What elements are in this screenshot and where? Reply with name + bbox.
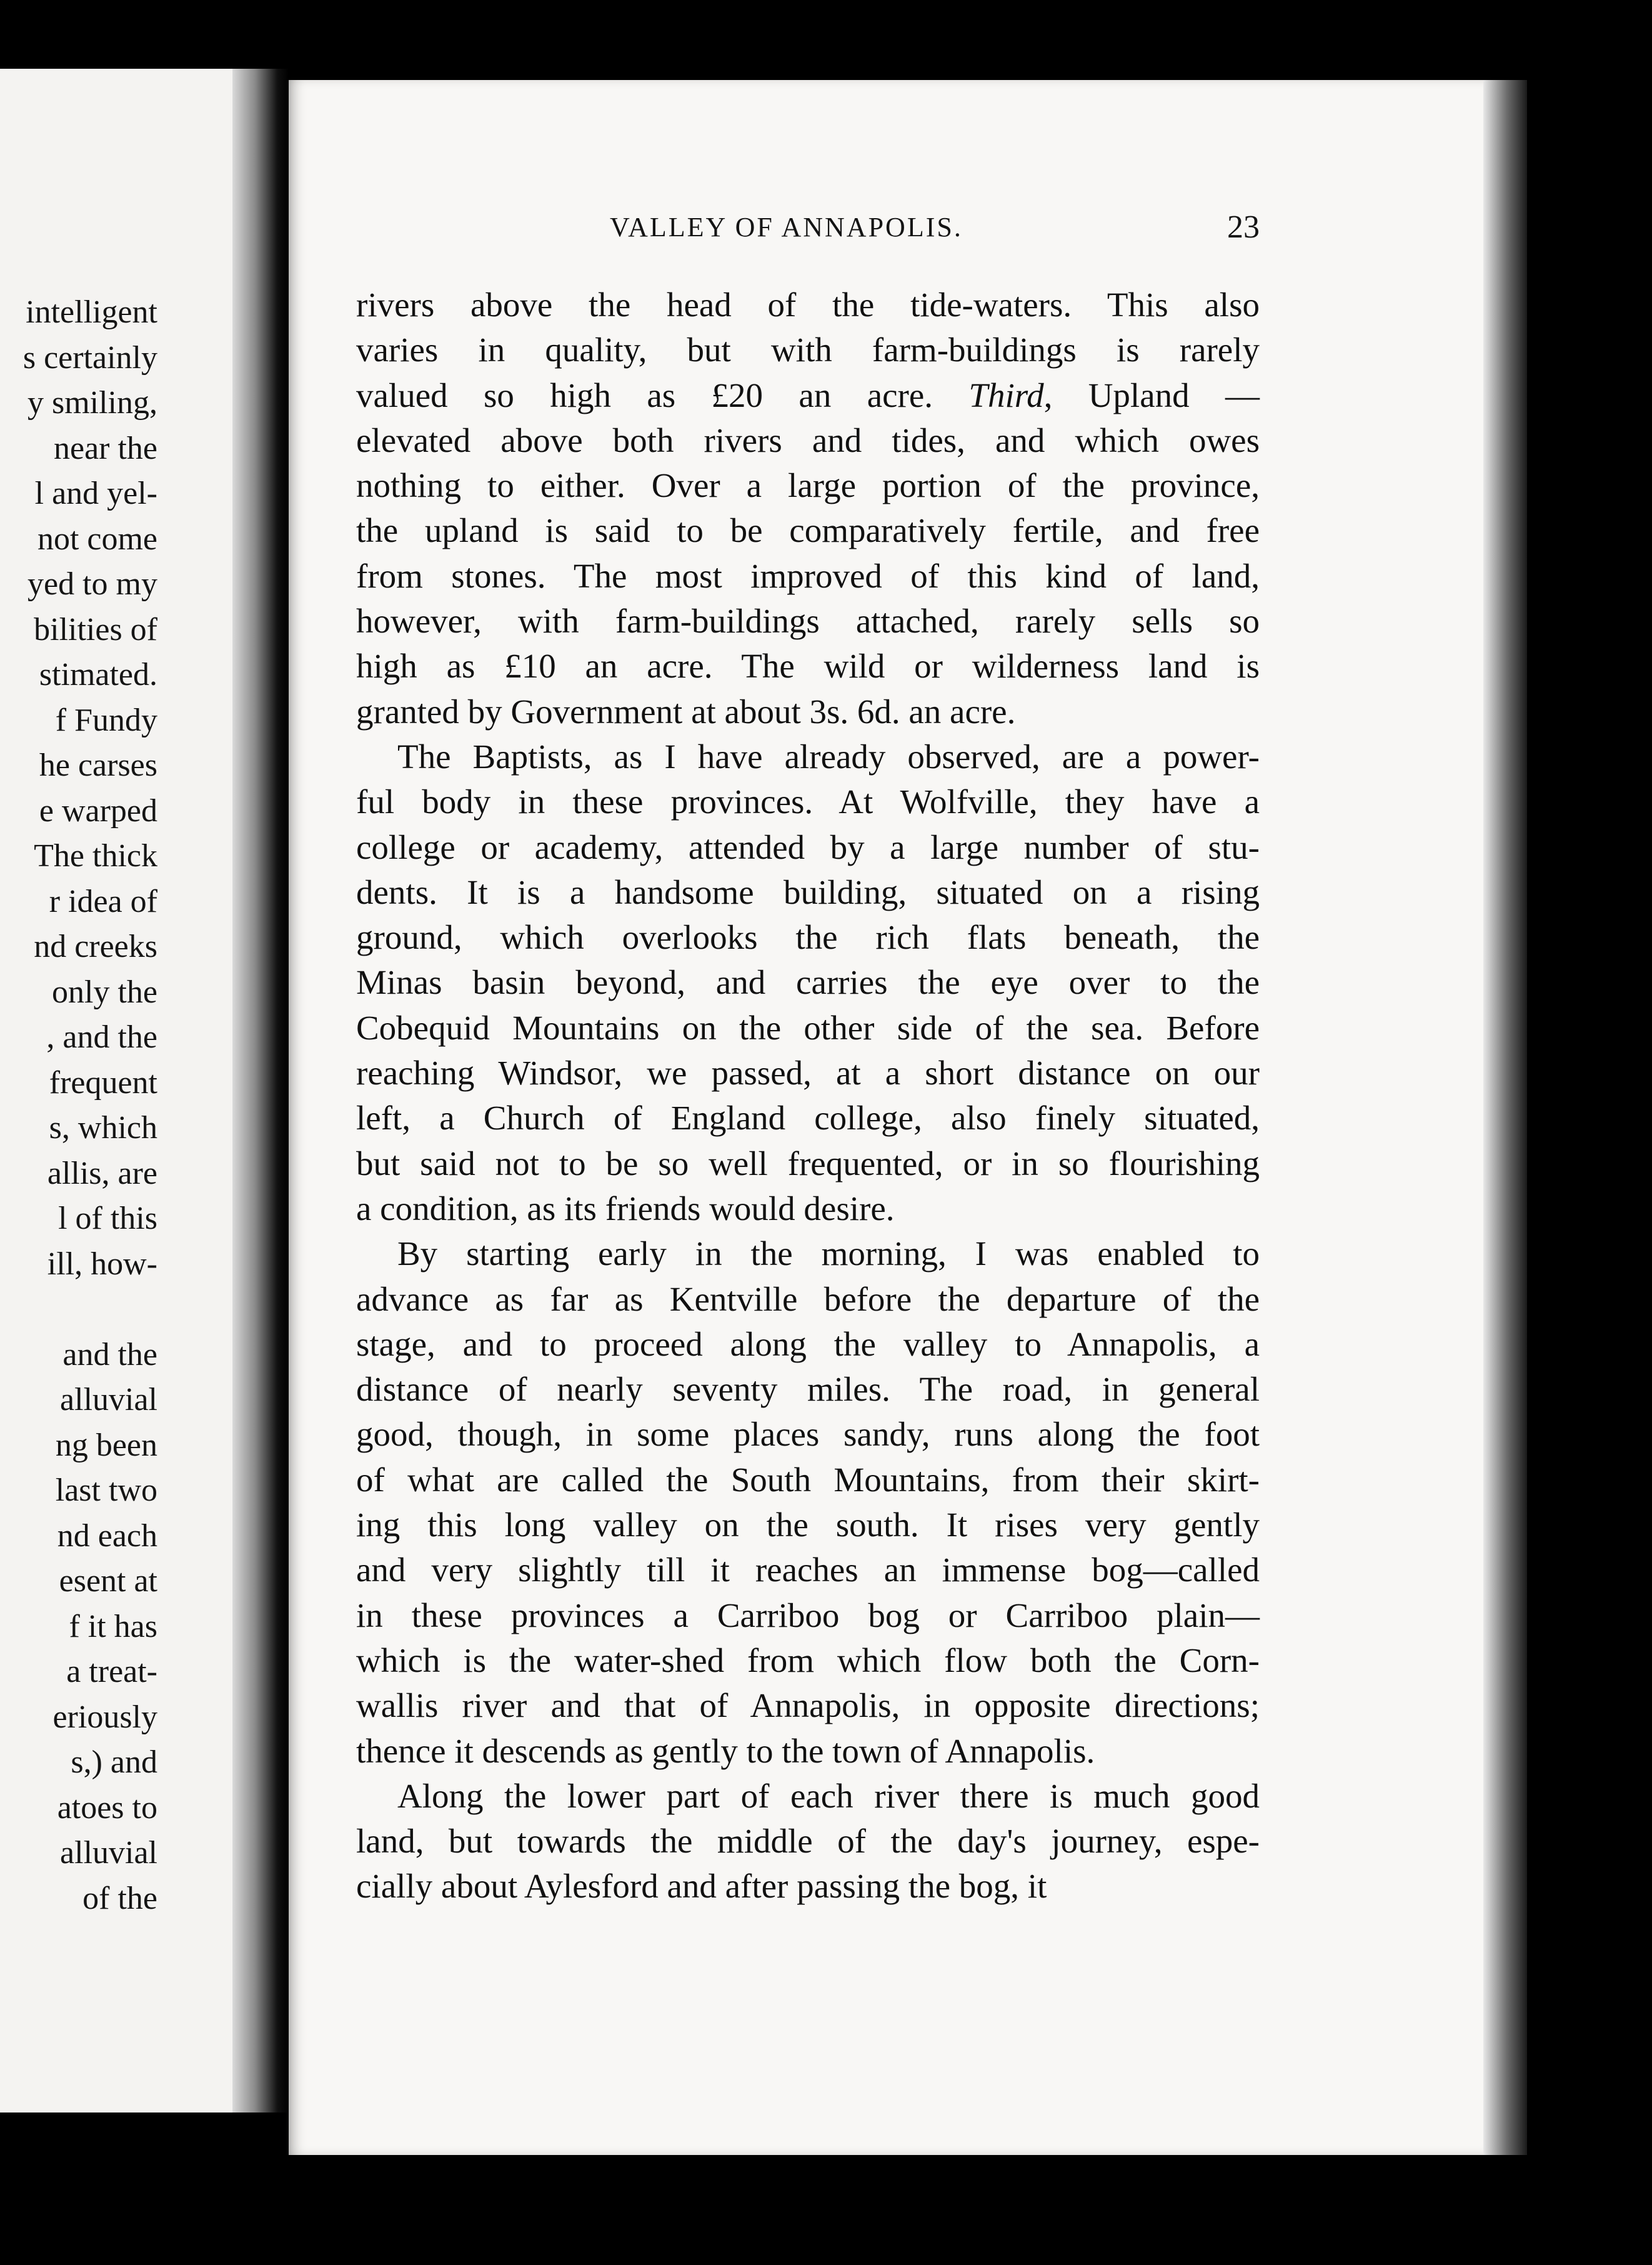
text-line: a condition, as its friends would desire. [356,1189,895,1228]
text-line: left, a Church of England college, also finely situated, [356,1099,1260,1138]
page-number: 23 [1227,209,1260,245]
left-page-line: nd creeks [34,929,157,964]
text-line: however, with farm-buildings attached, rarely sells so [356,602,1260,641]
left-page-line: only the [52,974,157,1010]
left-page-line: e warped [39,792,157,829]
page-edge [1483,80,1527,2155]
text-line: elevated above both rivers and tides, and which owes [356,421,1260,459]
left-page-line: allis, are [47,1155,157,1191]
left-page-line: , and the [46,1019,157,1055]
text-line: The Baptists, as I have already observed, are a power- [397,737,1260,776]
running-title: VALLEY OF ANNAPOLIS. [610,212,963,242]
left-page-line: he carses [39,748,157,783]
left-page-line: nd each [57,1518,157,1554]
text-line: from stones. The most improved of this kind of land, [356,556,1260,595]
left-page-line: of the [82,1880,157,1916]
text-line: land, but towards the middle of the day's journey, espe- [356,1822,1260,1861]
left-page-line: near the [53,430,157,466]
text-line: cially about Aylesford and after passing the bog, it [356,1867,1047,1906]
text-line: advance as far as Kentville before the departure of the [356,1279,1260,1318]
left-page-line: l and yel- [34,476,157,511]
text-line: thence it descends as gently to the town of Annapolis. [356,1731,1095,1770]
text-line: dents. It is a handsome building, situated on a rising [356,872,1260,911]
body-text [356,282,1260,1909]
left-page-line: alluvial [60,1382,157,1418]
text-line: ing this long valley on the south. It rises very gently [356,1506,1260,1544]
text-line: wallis river and that of Annapolis, in opposite directions; [356,1686,1260,1725]
left-page-line: and the [62,1336,157,1372]
text-line: good, though, in some places sandy, runs along the foot [356,1415,1260,1454]
paragraph [356,282,1260,734]
left-page-line: The thick [34,838,157,874]
paragraph [356,734,1260,1231]
text-line: granted by Government at about 3s. 6d. an acre. [356,692,1016,731]
text-line: Along the lower part of each river there is much good [397,1776,1260,1815]
text-line: Minas basin beyond, and carries the eye over to the [356,963,1260,1002]
left-page-line [0,1287,157,1332]
left-page-line: ng been [55,1427,157,1463]
text-line: nothing to either. Over a large portion of the province, [356,466,1260,505]
left-page-line: r idea of [49,883,157,919]
left-page-line: esent at [59,1563,157,1599]
left-page-line: f Fundy [55,702,157,738]
left-page-line: last two [55,1472,157,1508]
left-page-line: s, which [49,1110,157,1146]
text-line: high as £10 an acre. The wild or wilderness land is [356,647,1260,686]
text-line: rivers above the head of the tide-waters. This also [356,286,1260,324]
left-page-line: intelligent [26,294,157,330]
left-page-line: stimated. [39,657,157,692]
text-line: stage, and to proceed along the valley to Annapolis, a [356,1324,1260,1363]
text-line: Cobequid Mountains on the other side of the sea. Before [356,1008,1260,1047]
left-page-line: s certainly [22,339,157,376]
text-line: and very slightly till it reaches an immense bog—called [356,1551,1260,1589]
left-page-line: a treat- [66,1654,157,1689]
text-line: By starting early in the morning, I was enabled to [397,1234,1260,1273]
text-line: distance of nearly seventy miles. The road, in general [356,1370,1260,1409]
left-page-line: l of this [58,1201,157,1236]
text-line: ground, which overlooks the rich flats beneath, the [356,918,1260,957]
paragraph [356,1231,1260,1774]
text-line: valued so high as £20 an acre. Third, Upland — [356,376,1260,414]
left-page-line: ill, how- [47,1246,157,1282]
left-page-line: frequent [49,1064,157,1101]
left-page-line: yed to my [27,566,157,602]
text-line: ful body in these provinces. At Wolfville, they have a [356,782,1260,821]
text-line: the upland is said to be comparatively fertile, and free [356,511,1260,550]
left-page-fragment [0,69,244,2112]
running-head [356,211,1260,255]
left-page-line: bilities of [34,611,157,648]
left-page-line: not come [37,521,157,557]
text-line: reaching Windsor, we passed, at a short distance on our [356,1054,1260,1092]
text-line: but said not to be so well frequented, or in so flourishing [356,1144,1260,1182]
left-page-line: f it has [69,1608,157,1644]
text-line: in these provinces a Carriboo bog or Carriboo plain— [356,1596,1260,1634]
text-line: which is the water-shed from which flow both the Corn- [356,1641,1260,1679]
left-page-line: atoes to [57,1789,157,1826]
paragraph [356,1774,1260,1909]
book-gutter [232,69,289,2112]
left-page-line: s,) and [71,1744,157,1780]
left-page-text [0,290,157,1921]
text-line: varies in quality, but with farm-buildings is rarely [356,331,1260,369]
left-page-line: y smiling, [27,385,157,421]
text-line: college or academy, attended by a large number of stu- [356,828,1260,866]
left-page-line: alluvial [60,1835,157,1871]
left-page-line: eriously [52,1699,157,1735]
text-line: of what are called the South Mountains, from their skirt- [356,1460,1260,1499]
